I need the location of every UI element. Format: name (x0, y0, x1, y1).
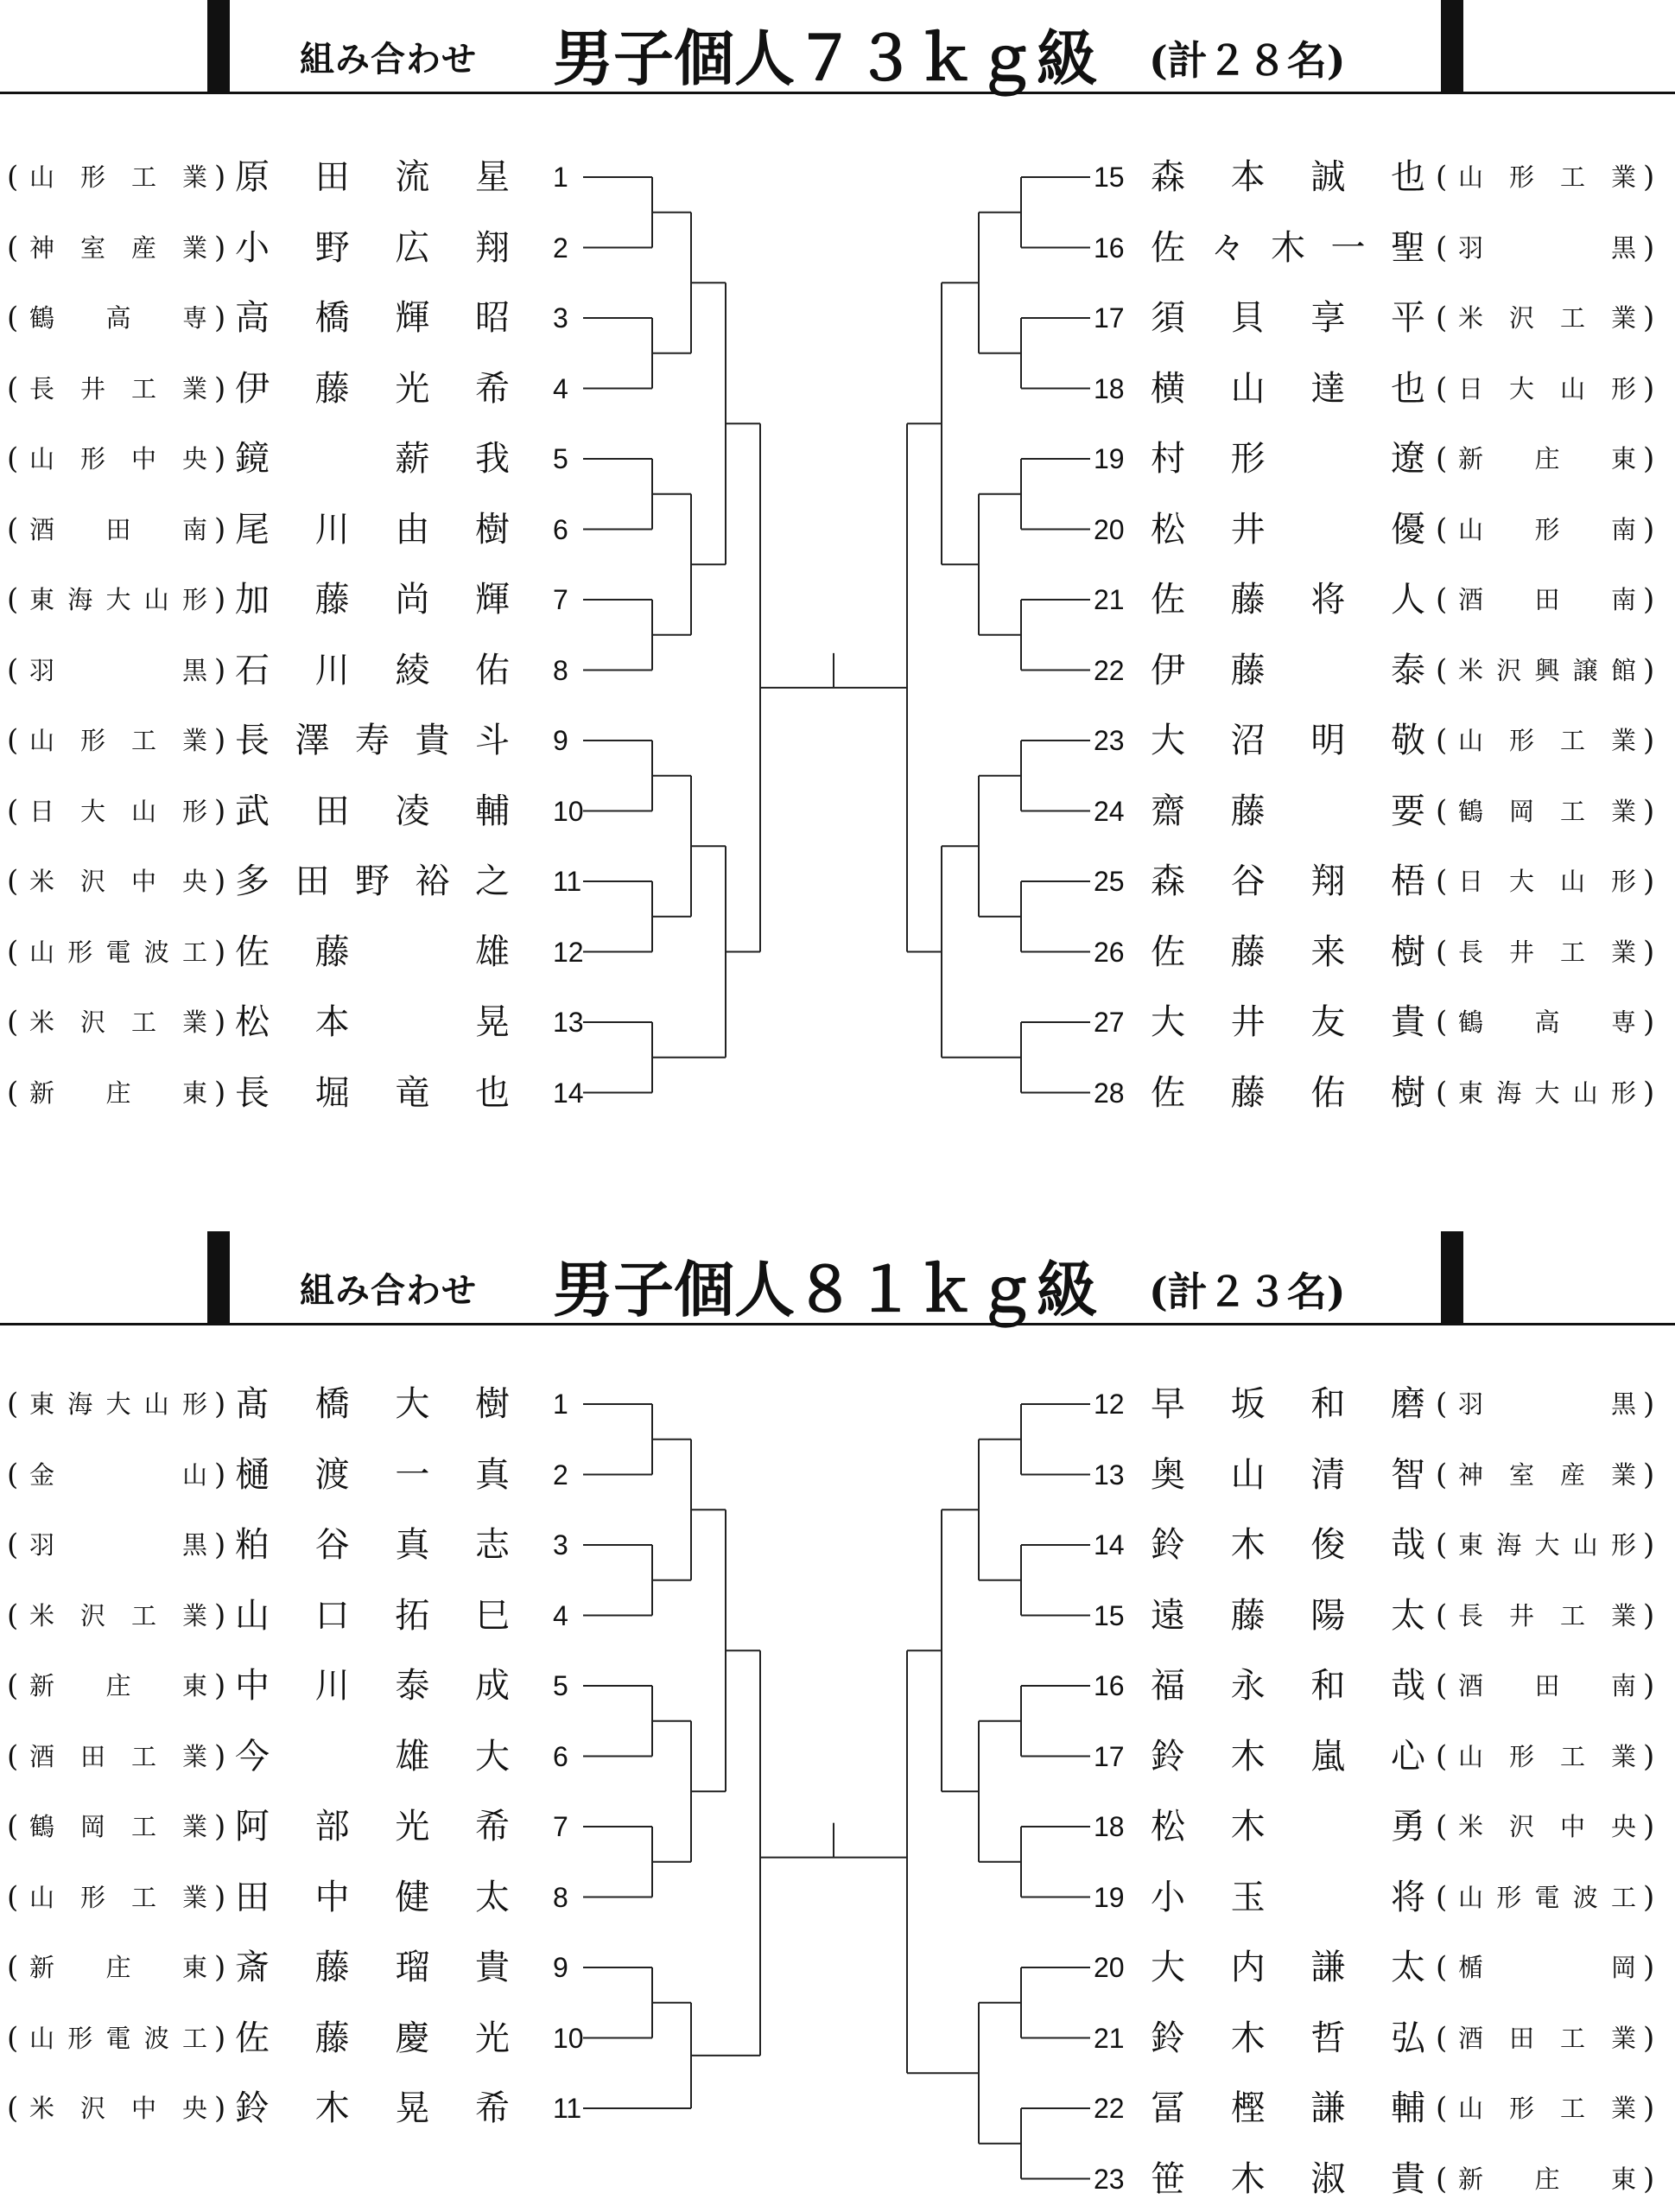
paren-close: ) (214, 793, 226, 829)
seed-number: 27 (1094, 1007, 1125, 1038)
entrant-name: 笹木淑貴 (1151, 2158, 1425, 2199)
paren-open: ( (1436, 230, 1448, 265)
entrant-name: 多田野裕之 (235, 861, 510, 901)
seed-number: 14 (553, 1077, 584, 1109)
paren-open: ( (1436, 582, 1448, 617)
school-label: 山形工業 (1458, 1741, 1636, 1771)
seed-number: 23 (1094, 725, 1125, 756)
entrant-name: 鈴木哲弘 (1151, 2018, 1425, 2058)
entrant-name: 森谷翔梧 (1151, 861, 1425, 901)
entrant-name: 大内謙太 (1151, 1948, 1425, 1987)
entrant-name: 小野広翔 (235, 227, 510, 268)
paren-close: ) (214, 2020, 226, 2056)
paren-close: ) (214, 1387, 226, 1421)
school-label: 米沢工業 (1458, 303, 1636, 333)
seed-number: 22 (1094, 654, 1125, 686)
seed-number: 10 (553, 795, 584, 827)
school-label: 酒田工業 (1458, 2023, 1636, 2053)
school-label: 楯岡 (1458, 1953, 1636, 1982)
seed-number: 7 (553, 1811, 568, 1842)
bracket-section-81kg (0, 1231, 1675, 2212)
paren-close: ) (214, 1528, 226, 1562)
paren-open: ( (1436, 1738, 1448, 1774)
seed-number: 21 (1094, 584, 1125, 615)
paren-close: ) (214, 1669, 226, 1703)
school-label: 鶴岡工業 (1458, 796, 1636, 826)
entrant-name: 武田凌輔 (235, 791, 510, 831)
entrant-name: 長澤寿貴斗 (235, 721, 510, 760)
school-label: 山形工業 (29, 1882, 207, 1912)
paren-close: ) (214, 1738, 226, 1774)
seed-number: 19 (1094, 1881, 1125, 1913)
paren-open: ( (7, 2091, 19, 2126)
school-label: 日大山形 (1458, 867, 1636, 896)
paren-open: ( (1436, 371, 1448, 406)
school-label: 山形工業 (1458, 162, 1636, 192)
entrant-name: 鈴木俊哉 (1151, 1525, 1425, 1565)
entrant-name: 横山達也 (1151, 368, 1425, 409)
page-title: 男子個人７３ｋｇ級 (553, 22, 1097, 94)
school-label: 山形電波工 (1458, 1882, 1636, 1912)
school-label: 東海大山形 (29, 585, 207, 614)
seed-number: 6 (553, 513, 568, 545)
paren-open: ( (1436, 1809, 1448, 1844)
entrant-name: 粕谷真志 (235, 1525, 510, 1565)
paren-close: ) (1643, 442, 1655, 476)
school-label: 鶴高専 (29, 303, 207, 333)
school-label: 東海大山形 (29, 1389, 207, 1419)
paren-close: ) (214, 864, 226, 899)
entrant-name: 阿部光希 (235, 1807, 510, 1847)
seed-number: 9 (553, 1952, 568, 1983)
seed-number: 1 (553, 162, 568, 193)
paren-open: ( (7, 723, 19, 758)
paren-close: ) (1643, 1528, 1655, 1562)
seed-number: 20 (1094, 1952, 1125, 1983)
school-label: 日大山形 (1458, 373, 1636, 404)
entrant-name: 今 雄大 (235, 1736, 510, 1777)
entrant-name: 佐藤佑樹 (1151, 1072, 1425, 1113)
school-label: 米沢興譲館 (1458, 655, 1636, 685)
paren-open: ( (1436, 793, 1448, 829)
seed-number: 14 (1094, 1529, 1125, 1560)
school-label: 長井工業 (1458, 937, 1636, 967)
school-label: 山形南 (1458, 514, 1636, 544)
entrant-name: 原田流星 (235, 157, 510, 197)
paren-close: ) (1643, 512, 1655, 547)
seed-number: 6 (553, 1740, 568, 1772)
school-label: 新庄東 (29, 1671, 207, 1700)
paren-open: ( (1436, 652, 1448, 688)
entrant-name: 髙橋大樹 (235, 1384, 510, 1424)
seed-number: 2 (553, 1459, 568, 1491)
seed-number: 16 (1094, 232, 1125, 264)
entrant-name: 須貝享平 (1151, 298, 1425, 338)
seed-number: 3 (553, 1529, 568, 1560)
bracket-lines (0, 1231, 1675, 2212)
entrant-name: 佐藤慶光 (235, 2018, 510, 2058)
seed-number: 23 (1094, 2163, 1125, 2195)
entrant-name: 早坂和磨 (1151, 1384, 1425, 1424)
seed-number: 19 (1094, 443, 1125, 474)
paren-close: ) (214, 1075, 226, 1110)
entrant-name: 伊藤 泰 (1151, 650, 1425, 690)
school-label: 東海大山形 (1458, 1077, 1636, 1108)
seed-number: 17 (1094, 1740, 1125, 1772)
entrant-name: 齋藤 要 (1151, 791, 1425, 831)
paren-close: ) (214, 442, 226, 476)
school-label: 長井工業 (29, 373, 207, 404)
paren-open: ( (1436, 1879, 1448, 1915)
entrant-name: 佐藤来樹 (1151, 931, 1425, 972)
school-label: 酒田南 (29, 514, 207, 544)
school-label: 東海大山形 (1458, 1530, 1636, 1560)
paren-open: ( (7, 1950, 19, 1985)
paren-open: ( (1436, 1950, 1448, 1985)
seed-number: 2 (553, 232, 568, 264)
entrant-name: 伊藤光希 (235, 368, 510, 409)
seed-number: 10 (553, 2022, 584, 2054)
seed-number: 11 (553, 866, 582, 897)
school-label: 鶴高専 (1458, 1007, 1636, 1037)
paren-open: ( (7, 793, 19, 829)
paren-close: ) (1643, 1075, 1655, 1110)
entrant-name: 森本誠也 (1151, 157, 1425, 197)
seed-number: 9 (553, 725, 568, 756)
paren-open: ( (1436, 934, 1448, 969)
seed-number: 22 (1094, 2093, 1125, 2124)
paren-close: ) (1643, 1879, 1655, 1915)
school-label: 酒田工業 (29, 1741, 207, 1771)
paren-close: ) (214, 2091, 226, 2126)
school-label: 酒田南 (1458, 1671, 1636, 1700)
paren-close: ) (1643, 2020, 1655, 2056)
seed-number: 15 (1094, 1599, 1125, 1631)
paren-close: ) (214, 1950, 226, 1985)
paren-close: ) (1643, 1387, 1655, 1421)
entrant-name: 松井 優 (1151, 509, 1425, 550)
paren-open: ( (7, 934, 19, 969)
paren-close: ) (214, 1809, 226, 1844)
paren-close: ) (1643, 160, 1655, 194)
paren-close: ) (1643, 723, 1655, 758)
school-label: 山形工業 (29, 162, 207, 192)
entrant-name: 鈴木嵐心 (1151, 1736, 1425, 1777)
entrant-name: 長堀竜也 (235, 1072, 510, 1113)
entrant-name: 大井友貴 (1151, 1002, 1425, 1042)
seed-number: 12 (1094, 1389, 1125, 1420)
entrant-name: 佐々木一聖 (1151, 227, 1425, 268)
paren-close: ) (214, 1879, 226, 1915)
paren-open: ( (7, 1387, 19, 1421)
entrant-name: 奥山清智 (1151, 1454, 1425, 1495)
entrant-name: 鏡 薪我 (235, 439, 510, 479)
seed-number: 11 (553, 2093, 582, 2124)
seed-number: 8 (553, 1881, 568, 1913)
school-label: 新庄東 (29, 1953, 207, 1982)
paren-close: ) (214, 371, 226, 406)
paren-open: ( (7, 1528, 19, 1562)
paren-open: ( (7, 301, 19, 335)
paren-close: ) (1643, 1005, 1655, 1039)
paren-open: ( (7, 1457, 19, 1492)
school-label: 米沢中央 (29, 867, 207, 896)
paren-open: ( (1436, 160, 1448, 194)
school-label: 山形電波工 (29, 937, 207, 967)
paren-close: ) (214, 652, 226, 688)
seed-number: 1 (553, 1389, 568, 1420)
entrant-name: 樋渡一真 (235, 1454, 510, 1495)
seed-number: 18 (1094, 1811, 1125, 1842)
seed-number: 26 (1094, 936, 1125, 968)
paren-open: ( (7, 1669, 19, 1703)
seed-number: 8 (553, 654, 568, 686)
paren-open: ( (1436, 2020, 1448, 2056)
paren-open: ( (1436, 512, 1448, 547)
seed-number: 18 (1094, 372, 1125, 404)
school-label: 山形工業 (1458, 726, 1636, 755)
paren-open: ( (1436, 301, 1448, 335)
school-label: 長井工業 (1458, 1600, 1636, 1630)
paren-open: ( (1436, 1457, 1448, 1492)
paren-open: ( (7, 442, 19, 476)
paren-close: ) (214, 723, 226, 758)
paren-open: ( (7, 1005, 19, 1039)
seed-number: 16 (1094, 1670, 1125, 1701)
school-label: 新庄東 (1458, 444, 1636, 474)
entrant-name: 小玉 将 (1151, 1877, 1425, 1917)
seed-number: 28 (1094, 1077, 1125, 1109)
entrant-name: 鈴木晃希 (235, 2088, 510, 2128)
entrant-name: 佐藤将人 (1151, 580, 1425, 620)
entrant-name: 福永和哉 (1151, 1666, 1425, 1706)
seed-number: 5 (553, 443, 568, 474)
entrant-name: 中川泰成 (235, 1666, 510, 1706)
seed-number: 13 (553, 1007, 584, 1038)
entrant-name: 村形 遼 (1151, 439, 1425, 479)
entrant-count: (計２８名) (1149, 37, 1346, 84)
paren-close: ) (214, 301, 226, 335)
entrant-name: 山口拓巳 (235, 1595, 510, 1636)
paren-open: ( (1436, 1387, 1448, 1421)
paren-open: ( (7, 582, 19, 617)
paren-close: ) (214, 1598, 226, 1633)
paren-close: ) (1643, 2091, 1655, 2126)
school-label: 酒田南 (1458, 585, 1636, 614)
school-label: 米沢中央 (1458, 1812, 1636, 1841)
school-label: 羽黒 (1458, 232, 1636, 263)
paren-open: ( (1436, 442, 1448, 476)
paren-close: ) (1643, 1598, 1655, 1633)
entrant-count: (計２３名) (1149, 1268, 1346, 1315)
paren-close: ) (1643, 1950, 1655, 1985)
paren-close: ) (214, 230, 226, 265)
school-label: 羽黒 (1458, 1389, 1636, 1419)
school-label: 山形工業 (1458, 2094, 1636, 2123)
school-label: 山形中央 (29, 444, 207, 474)
paren-open: ( (1436, 2091, 1448, 2126)
paren-open: ( (7, 160, 19, 194)
seed-number: 17 (1094, 302, 1125, 334)
seed-number: 15 (1094, 162, 1125, 193)
seed-number: 20 (1094, 513, 1125, 545)
paren-close: ) (1643, 2161, 1655, 2196)
page-title: 男子個人８１ｋｇ級 (553, 1254, 1097, 1325)
title-prefix: 組み合わせ (300, 1270, 477, 1311)
paren-open: ( (7, 864, 19, 899)
entrant-name: 佐藤 雄 (235, 931, 510, 972)
paren-open: ( (7, 371, 19, 406)
school-label: 神室産業 (1458, 1459, 1636, 1490)
paren-close: ) (1643, 1457, 1655, 1492)
paren-open: ( (7, 1598, 19, 1633)
paren-close: ) (1643, 793, 1655, 829)
seed-number: 5 (553, 1670, 568, 1701)
school-label: 山形電波工 (29, 2023, 207, 2053)
paren-close: ) (1643, 1809, 1655, 1844)
school-label: 神室産業 (29, 232, 207, 263)
paren-close: ) (214, 1005, 226, 1039)
paren-close: ) (214, 934, 226, 969)
paren-open: ( (1436, 2161, 1448, 2196)
seed-number: 7 (553, 584, 568, 615)
paren-open: ( (1436, 1528, 1448, 1562)
seed-number: 25 (1094, 866, 1125, 897)
paren-open: ( (1436, 1598, 1448, 1633)
school-label: 鶴岡工業 (29, 1812, 207, 1841)
paren-open: ( (7, 512, 19, 547)
school-label: 山形工業 (29, 726, 207, 755)
paren-open: ( (1436, 1075, 1448, 1110)
seed-number: 12 (553, 936, 584, 968)
school-label: 羽黒 (29, 1530, 207, 1560)
entrant-name: 田中健太 (235, 1877, 510, 1917)
title-prefix: 組み合わせ (300, 39, 477, 79)
entrant-name: 高橋輝昭 (235, 298, 510, 338)
seed-number: 24 (1094, 795, 1125, 827)
seed-number: 3 (553, 302, 568, 334)
school-label: 米沢工業 (29, 1007, 207, 1037)
paren-close: ) (1643, 582, 1655, 617)
paren-close: ) (214, 512, 226, 547)
school-label: 新庄東 (1458, 2164, 1636, 2194)
entrant-name: 冨樫謙輔 (1151, 2088, 1425, 2128)
paren-close: ) (214, 160, 226, 194)
seed-number: 4 (553, 372, 568, 404)
entrant-name: 松本 晃 (235, 1002, 510, 1042)
paren-open: ( (7, 1809, 19, 1844)
paren-close: ) (1643, 230, 1655, 265)
seed-number: 13 (1094, 1459, 1125, 1491)
school-label: 米沢工業 (29, 1600, 207, 1630)
entrant-name: 大沼明敬 (1151, 721, 1425, 760)
paren-open: ( (7, 652, 19, 688)
entrant-name: 松木 勇 (1151, 1807, 1425, 1847)
paren-close: ) (1643, 1669, 1655, 1703)
paren-open: ( (7, 1879, 19, 1915)
paren-open: ( (7, 1738, 19, 1774)
school-label: 米沢中央 (29, 2094, 207, 2123)
entrant-name: 石川綾佑 (235, 650, 510, 690)
school-label: 羽黒 (29, 655, 207, 685)
paren-close: ) (1643, 301, 1655, 335)
paren-close: ) (214, 1457, 226, 1492)
paren-open: ( (7, 230, 19, 265)
paren-close: ) (1643, 652, 1655, 688)
paren-open: ( (1436, 1005, 1448, 1039)
paren-open: ( (1436, 723, 1448, 758)
paren-open: ( (7, 2020, 19, 2056)
entrant-name: 遠藤陽太 (1151, 1595, 1425, 1636)
paren-close: ) (214, 582, 226, 617)
school-label: 金山 (29, 1459, 207, 1490)
paren-close: ) (1643, 864, 1655, 899)
paren-close: ) (1643, 934, 1655, 969)
seed-number: 4 (553, 1599, 568, 1631)
entrant-name: 加藤尚輝 (235, 580, 510, 620)
entrant-name: 斎藤瑠貴 (235, 1948, 510, 1987)
school-label: 新庄東 (29, 1077, 207, 1108)
seed-number: 21 (1094, 2022, 1125, 2054)
paren-open: ( (7, 1075, 19, 1110)
entrant-name: 尾川由樹 (235, 509, 510, 550)
paren-open: ( (1436, 1669, 1448, 1703)
paren-close: ) (1643, 1738, 1655, 1774)
school-label: 日大山形 (29, 796, 207, 826)
paren-open: ( (1436, 864, 1448, 899)
paren-close: ) (1643, 371, 1655, 406)
